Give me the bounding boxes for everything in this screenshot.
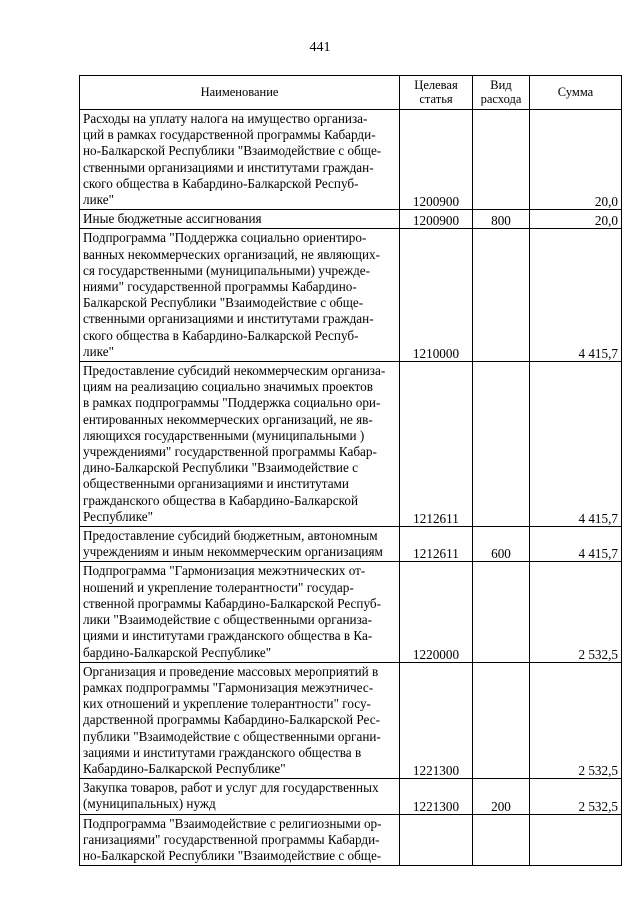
header-row bbox=[80, 76, 622, 110]
row-name-line: ких отношений и укрепление толерантности" госу- bbox=[83, 696, 371, 712]
row-name-line: ванных некоммерческих организаций, не являющих- bbox=[83, 246, 381, 262]
row-sum bbox=[530, 814, 622, 866]
table-row bbox=[80, 562, 622, 662]
header-kind bbox=[473, 76, 530, 110]
row-expense-kind: 600 bbox=[473, 527, 530, 562]
row-name-line: зациями и институтами гражданского общества в bbox=[83, 744, 362, 760]
row-name-line: Организация и проведение массовых мероприятий в bbox=[83, 663, 379, 679]
row-name-line: бардино-Балкарской Республике" bbox=[83, 644, 272, 660]
row-name-line: ганизациями" государственной программы Кабарди- bbox=[83, 831, 380, 847]
row-name-line: Предоставление субсидий некоммерческим организа- bbox=[83, 363, 386, 379]
row-name-line: ций в рамках государственной программы Кабарди- bbox=[83, 127, 376, 143]
row-name-line: ляющихся государственными (муниципальными ) bbox=[83, 427, 365, 443]
row-expense-kind bbox=[473, 562, 530, 662]
row-name-line: Подпрограмма "Поддержка социально ориентиро- bbox=[83, 230, 367, 246]
row-name-line: ношений и укрепление толерантности" государ- bbox=[83, 579, 354, 595]
row-expense-kind bbox=[473, 110, 530, 210]
row-name-line: учреждениями" государственной программы Кабар- bbox=[83, 444, 377, 460]
row-expense-kind bbox=[473, 362, 530, 527]
row-name-line: публики "Взаимодействие с общественными органи- bbox=[83, 728, 381, 744]
row-name-line: в рамках подпрограммы "Поддержка социально ори- bbox=[83, 395, 381, 411]
header-sum: Сумма bbox=[530, 76, 622, 110]
row-name bbox=[80, 814, 400, 866]
row-target-code: 1212611 bbox=[400, 362, 473, 527]
row-name-line: но-Балкарской Республики "Взаимодействие с обще- bbox=[83, 847, 382, 863]
row-target-code: 1200900 bbox=[400, 110, 473, 210]
row-target-code: 1221300 bbox=[400, 662, 473, 778]
row-name-line: ся государственными (муниципальными) учрежде- bbox=[83, 262, 371, 278]
row-target-code: 1212611 bbox=[400, 527, 473, 562]
row-name-line: ского общества в Кабардино-Балкарской Респуб- bbox=[83, 175, 359, 191]
row-name-line: но-Балкарской Республики "Взаимодействие с обще- bbox=[83, 143, 382, 159]
header-kind-line2: расхода bbox=[480, 91, 522, 106]
row-sum: 20,0 bbox=[530, 110, 622, 210]
row-target-code: 1220000 bbox=[400, 562, 473, 662]
row-name-line: ственными организациями и институтами граждан- bbox=[83, 311, 374, 327]
row-sum: 4 415,7 bbox=[530, 229, 622, 362]
table-row bbox=[80, 110, 622, 210]
row-name-line: Балкарской Республики "Взаимодействие с обще- bbox=[83, 295, 364, 311]
row-name-line: учреждениям и иным некоммерческим организациям bbox=[83, 544, 383, 560]
row-name-line: ского общества в Кабардино-Балкарской Респуб- bbox=[83, 327, 359, 343]
header-kind-line1: Вид bbox=[490, 78, 512, 92]
table-row bbox=[80, 210, 622, 229]
table-row bbox=[80, 814, 622, 866]
row-target-code: 1200900 bbox=[400, 210, 473, 229]
row-sum: 2 532,5 bbox=[530, 562, 622, 662]
row-name-line: общественными организациями и институтами bbox=[83, 476, 349, 492]
row-target-code: 1210000 bbox=[400, 229, 473, 362]
row-target-code bbox=[400, 814, 473, 866]
row-sum: 2 532,5 bbox=[530, 662, 622, 778]
table-row bbox=[80, 229, 622, 362]
row-target-code: 1221300 bbox=[400, 779, 473, 814]
row-expense-kind: 800 bbox=[473, 210, 530, 229]
row-name-line: Расходы на уплату налога на имущество организа- bbox=[83, 111, 368, 126]
row-name-line: Республике" bbox=[83, 508, 154, 524]
budget-table bbox=[79, 75, 622, 866]
row-name-line: Подпрограмма "Гармонизация межэтнических от- bbox=[83, 563, 366, 579]
row-sum: 2 532,5 bbox=[530, 779, 622, 814]
header-target bbox=[400, 76, 473, 110]
row-name-line: дарственной программы Кабардино-Балкарской Рес- bbox=[83, 712, 380, 728]
table-row bbox=[80, 779, 622, 814]
row-name-line: гражданского общества в Кабардино-Балкарской bbox=[83, 492, 359, 508]
row-name-line: Иные бюджетные ассигнования bbox=[83, 211, 262, 227]
row-name-line: лики "Взаимодействие с общественными организа- bbox=[83, 612, 373, 628]
row-name-line: Предоставление субсидий бюджетным, автономным bbox=[83, 528, 378, 544]
row-name-line: циям на реализацию социально значимых проектов bbox=[83, 379, 373, 395]
row-name-line: ственными организациями и институтами граждан- bbox=[83, 159, 374, 175]
row-name-line: лике" bbox=[83, 192, 114, 208]
row-name bbox=[80, 110, 400, 210]
row-name-line: рамках подпрограммы "Гармонизация межэтничес- bbox=[83, 679, 374, 695]
row-name-line: лике" bbox=[83, 343, 114, 359]
row-name bbox=[80, 362, 400, 527]
row-expense-kind: 200 bbox=[473, 779, 530, 814]
row-name-line: Подпрограмма "Взаимодействие с религиозными ор- bbox=[83, 815, 382, 831]
row-name-line: ственной программы Кабардино-Балкарской Респуб- bbox=[83, 595, 381, 611]
row-expense-kind bbox=[473, 229, 530, 362]
header-target-line2: статья bbox=[419, 91, 453, 106]
row-name-line: дино-Балкарской Республики "Взаимодействие с bbox=[83, 460, 358, 476]
row-name-line: Закупка товаров, работ и услуг для государственных bbox=[83, 780, 379, 796]
row-name-line: (муниципальных) нужд bbox=[83, 796, 216, 812]
row-name-line: ниями" государственной программы Кабардино- bbox=[83, 279, 357, 295]
row-name bbox=[80, 229, 400, 362]
row-sum: 4 415,7 bbox=[530, 362, 622, 527]
page-number: 441 bbox=[309, 40, 331, 55]
header-target-line1: Целевая bbox=[414, 78, 458, 92]
row-expense-kind bbox=[473, 662, 530, 778]
row-name bbox=[80, 779, 400, 814]
row-name-line: Кабардино-Балкарской Республике" bbox=[83, 760, 286, 776]
row-expense-kind bbox=[473, 814, 530, 866]
row-name-line: циями и институтами гражданского общества в Ка- bbox=[83, 628, 373, 644]
table-row bbox=[80, 527, 622, 562]
row-name bbox=[80, 527, 400, 562]
table-row bbox=[80, 662, 622, 778]
row-name bbox=[80, 662, 400, 778]
row-name-line: ентированных некоммерческих организаций, не яв- bbox=[83, 411, 373, 427]
row-name bbox=[80, 210, 400, 229]
row-sum: 4 415,7 bbox=[530, 527, 622, 562]
row-sum: 20,0 bbox=[530, 210, 622, 229]
row-name bbox=[80, 562, 400, 662]
header-name: Наименование bbox=[80, 76, 400, 110]
table-row bbox=[80, 362, 622, 527]
